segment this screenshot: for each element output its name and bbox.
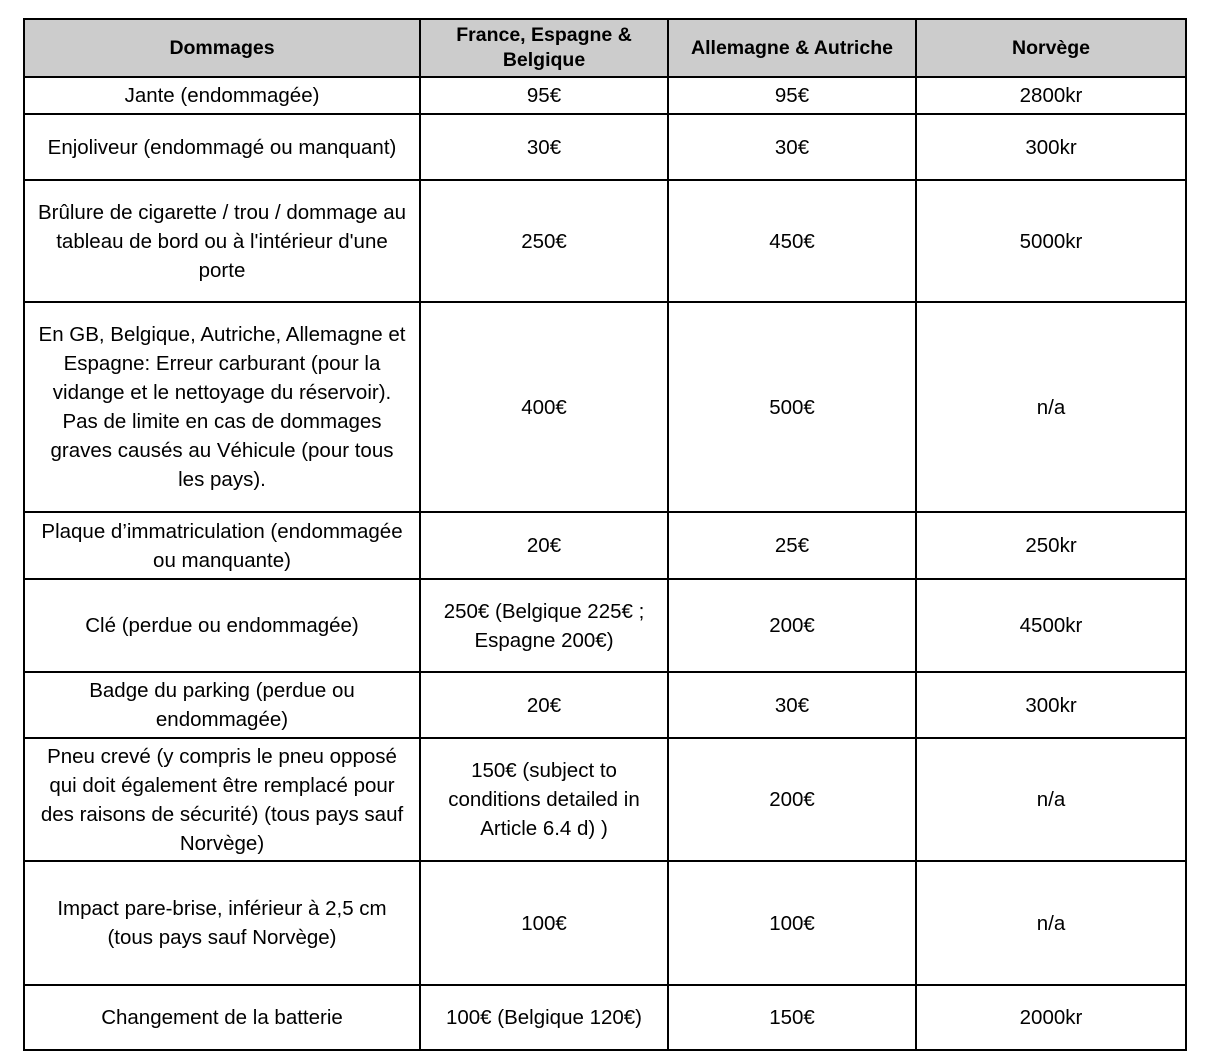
table-row <box>24 180 1186 302</box>
table-header-row <box>24 19 1186 77</box>
cell-france-espagne-belgique: 400€ <box>420 302 668 512</box>
cell-france-espagne-belgique: 250€ (Belgique 225€ ; Espagne 200€) <box>420 579 668 672</box>
cell-allemagne-autriche: 30€ <box>668 114 916 180</box>
cell-france-espagne-belgique: 100€ <box>420 861 668 985</box>
column-header-dommages: Dommages <box>24 19 420 77</box>
cell-dommage: Badge du parking (perdue ou endommagée) <box>24 672 420 738</box>
cell-france-espagne-belgique: 20€ <box>420 672 668 738</box>
cell-france-espagne-belgique: 100€ (Belgique 120€) <box>420 985 668 1050</box>
cell-dommage: Enjoliveur (endommagé ou manquant) <box>24 114 420 180</box>
table-row <box>24 114 1186 180</box>
cell-allemagne-autriche: 30€ <box>668 672 916 738</box>
cell-norvege: n/a <box>916 738 1186 861</box>
cell-allemagne-autriche: 95€ <box>668 77 916 114</box>
cell-norvege: n/a <box>916 861 1186 985</box>
cell-allemagne-autriche: 25€ <box>668 512 916 579</box>
table-row <box>24 985 1186 1050</box>
cell-dommage: Brûlure de cigarette / trou / dommage au tableau de bord ou à l'intérieur d'une porte <box>24 180 420 302</box>
damages-table <box>23 18 1187 1051</box>
cell-allemagne-autriche: 500€ <box>668 302 916 512</box>
cell-allemagne-autriche: 450€ <box>668 180 916 302</box>
table-row <box>24 512 1186 579</box>
cell-dommage: Impact pare-brise, inférieur à 2,5 cm (tous pays sauf Norvège) <box>24 861 420 985</box>
table-row <box>24 302 1186 512</box>
cell-dommage: Plaque d’immatriculation (endommagée ou manquante) <box>24 512 420 579</box>
cell-france-espagne-belgique: 20€ <box>420 512 668 579</box>
column-header-allemagne-autriche: Allemagne & Autriche <box>668 19 916 77</box>
cell-norvege: 250kr <box>916 512 1186 579</box>
cell-norvege: 300kr <box>916 672 1186 738</box>
cell-dommage: Pneu crevé (y compris le pneu opposé qui doit également être remplacé pour des raisons de sécurité) (tous pays sauf Norvège) <box>24 738 420 861</box>
table-row <box>24 579 1186 672</box>
cell-allemagne-autriche: 150€ <box>668 985 916 1050</box>
cell-dommage: Jante (endommagée) <box>24 77 420 114</box>
cell-norvege: n/a <box>916 302 1186 512</box>
cell-france-espagne-belgique: 150€ (subject to conditions detailed in Article 6.4 d) ) <box>420 738 668 861</box>
cell-norvege: 4500kr <box>916 579 1186 672</box>
cell-france-espagne-belgique: 95€ <box>420 77 668 114</box>
table-row <box>24 738 1186 861</box>
cell-france-espagne-belgique: 250€ <box>420 180 668 302</box>
cell-norvege: 5000kr <box>916 180 1186 302</box>
cell-dommage: Changement de la batterie <box>24 985 420 1050</box>
cell-norvege: 2800kr <box>916 77 1186 114</box>
table-row <box>24 861 1186 985</box>
cell-allemagne-autriche: 100€ <box>668 861 916 985</box>
column-header-norvege: Norvège <box>916 19 1186 77</box>
table-row <box>24 672 1186 738</box>
cell-norvege: 2000kr <box>916 985 1186 1050</box>
column-header-france-espagne-belgique: France, Espagne & Belgique <box>420 19 668 77</box>
cell-dommage: Clé (perdue ou endommagée) <box>24 579 420 672</box>
cell-france-espagne-belgique: 30€ <box>420 114 668 180</box>
cell-allemagne-autriche: 200€ <box>668 579 916 672</box>
table-row <box>24 77 1186 114</box>
cell-allemagne-autriche: 200€ <box>668 738 916 861</box>
cell-norvege: 300kr <box>916 114 1186 180</box>
cell-dommage: En GB, Belgique, Autriche, Allemagne et Espagne: Erreur carburant (pour la vidange et le nettoyage du réservoir). Pas de limite en cas de dommages graves causés au Véhicule (pour tous les pays). <box>24 302 420 512</box>
